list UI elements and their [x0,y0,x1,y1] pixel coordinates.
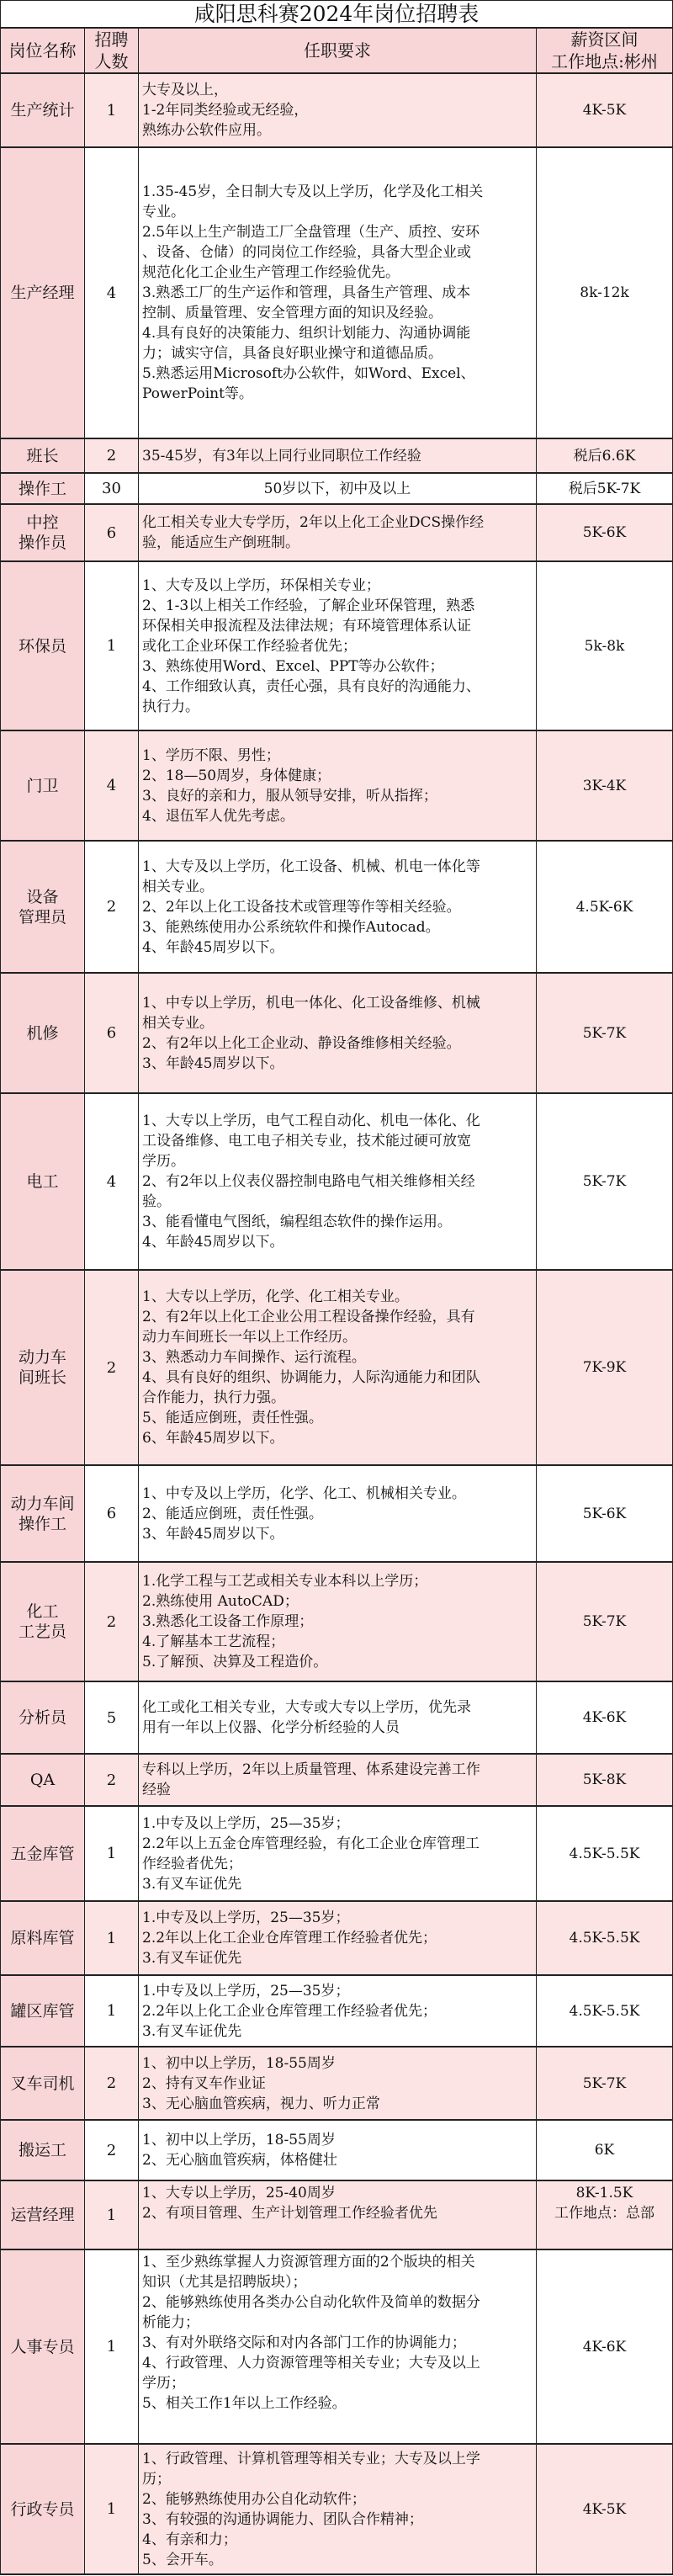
table-row [1,842,672,974]
salary-line: 5K-8K [582,1771,627,1788]
salary-line: 5K-7K [582,1173,627,1190]
requirement-line: 2、18—50周岁，身体健康； [142,767,331,784]
header-position [1,29,85,72]
requirement-line: 3、能看懂电气图纸，编程组态软件的操作运用。 [142,1214,452,1230]
requirement-line: 1、大专以上学历，25-40周岁 [142,2185,336,2202]
headcount: 6 [85,1466,139,1561]
position-name [1,562,85,730]
position-name [1,505,85,560]
requirement-line: 1、至少熟练掌握人力资源管理方面的2个版块的相关 [142,2254,475,2271]
requirement-line: 2、持有叉车作业证 [142,2074,266,2092]
headcount: 2 [85,439,139,472]
requirement-line: 控制、质量管理、安全管理方面的知识及经验。 [142,305,442,321]
requirement-line: 3、良好的亲和力，服从领导安排，听从指挥； [142,787,437,805]
position-name [1,842,85,972]
requirement-line: 历； [142,2470,171,2488]
salary [537,842,672,972]
requirement-line: 1、大专以上学历，电气工程自动化、机电一体化、化 [142,1113,480,1129]
salary [537,505,672,560]
salary [537,1271,672,1464]
headcount: 1 [85,1902,139,1974]
requirements [139,2181,537,2249]
requirement-line: 3.有叉车证优先 [142,1950,242,1967]
requirement-line: 2、能够熟练使用办公自化动软件； [142,2490,366,2508]
headcount: 1 [85,1807,139,1900]
table-row [1,1466,672,1563]
salary [537,2121,672,2180]
salary-line: 4K-5K [582,102,627,119]
salary [537,1902,672,1974]
headcount: 4 [85,731,139,840]
requirements [139,1563,537,1681]
salary-line: 8K-1.5K [575,2185,633,2202]
requirement-line: 1-2年同类经验或无经验， [142,102,309,119]
requirement-line: 4.具有良好的决策能力、组织计划能力、沟通协调能 [142,325,471,342]
requirement-line: 相关专业。 [142,878,214,895]
requirements [139,1271,537,1464]
salary [537,1755,672,1805]
salary [537,974,672,1092]
header-count [85,29,139,72]
salary-line: 5K-7K [582,1613,627,1630]
position-name [1,1563,85,1681]
position-name [1,2048,85,2119]
requirements [139,474,537,503]
requirement-line: 化工或化工相关专业，大专或大专以上学历，优先录 [142,1699,471,1716]
table-row [1,1902,672,1976]
requirements [139,1682,537,1753]
requirement-line: 析能力； [142,2314,199,2331]
header-label: 岗位名称 [8,40,77,61]
header-label: 工作地点:彬州 [551,51,658,72]
table-body [1,74,672,2575]
position-name-line: 环保员 [18,636,66,656]
headcount: 2 [85,2048,139,2119]
position-name [1,439,85,472]
requirements [139,1466,537,1561]
requirement-line: 专业。 [142,204,185,220]
table-row [1,1682,672,1755]
headcount: 2 [85,1563,139,1681]
position-name [1,1466,85,1561]
requirement-line: 动力车间班长一年以上工作经历。 [142,1329,357,1346]
requirement-line: 1.中专及以上学历，25—35岁； [142,1814,350,1832]
requirement-line: 3.有叉车证优先 [142,1875,242,1893]
requirement-line: 2.5年以上生产制造工厂全盘管理（生产、质控、安环 [142,224,480,241]
salary [537,474,672,503]
header-label: 任职要求 [304,40,371,61]
requirement-line: 4、退伍军人优先考虑。 [142,807,294,825]
salary [537,148,672,438]
position-name-line: 搬运工 [18,2141,66,2159]
requirement-line: 学历； [142,2375,185,2392]
header-label: 薪资区间 [570,29,639,50]
requirement-line: 1.化学工程与工艺或相关专业本科以上学历； [142,1573,428,1590]
requirements [139,974,537,1092]
position-name-line: 操作工 [18,479,66,498]
requirement-line: 专科以上学历，2年以上质量管理、体系建设完善工作 [142,1761,480,1778]
requirement-line: 4、工作细致认真，责任心强，具有良好的沟通能力、 [142,677,480,695]
salary-line: 4.5K-5.5K [569,1845,640,1862]
position-name [1,74,85,146]
salary-line: 4.5K-5.5K [569,2002,640,2020]
requirement-line: 3.熟悉化工设备工作原理； [142,1613,314,1630]
position-name-line: 动力车间 [10,1494,75,1513]
table-row [1,1976,672,2048]
salary [537,2445,672,2573]
requirements [139,505,537,560]
position-name-line: 原料库管 [10,1929,75,1947]
requirement-line: 2、无心脑血管疾病，体格健壮 [142,2152,337,2169]
requirement-line: 5.熟悉运用Microsoft办公软件，如Word、Excel、 [142,365,475,382]
position-name-line: 电工 [26,1172,59,1191]
salary-line: 4.5K-5.5K [569,1930,640,1947]
requirement-line: 熟练办公软件应用。 [142,122,271,139]
requirement-line: 知识（尤其是招聘版块）； [142,2274,307,2291]
requirement-line: 规范化化工企业生产管理工作经验优先。 [142,264,400,281]
position-name [1,2445,85,2573]
position-name-line: 设备 [26,887,59,906]
table-row [1,2048,672,2121]
table-row [1,74,672,148]
table-row [1,1755,672,1807]
salary-line: 3K-4K [582,777,627,794]
position-name-line: 班长 [26,446,59,465]
position-name-line: 间班长 [18,1368,66,1387]
requirement-line: 2.2年以上化工企业仓库管理工作经验者优先； [142,1930,437,1947]
requirement-line: 经验 [142,1782,171,1798]
requirement-line: 3.有叉车证优先 [142,2022,242,2040]
salary-line: 5K-6K [582,1505,627,1522]
header-label: 招聘 [94,29,129,50]
table-row [1,731,672,842]
position-name-line: 动力车 [18,1348,66,1367]
position-name-line: 五金库管 [10,1844,75,1863]
requirement-line: 大专及以上， [142,82,228,98]
requirement-line: 5.了解预、决算及工程造价。 [142,1654,328,1670]
position-name [1,1271,85,1464]
headcount: 30 [85,474,139,503]
salary-line: 5k-8k [584,637,625,655]
position-name-line: 操作工 [18,1514,66,1533]
position-name-line: 机修 [26,1023,59,1043]
salary-line: 8k-12k [580,284,629,301]
requirement-line: 3、年龄45周岁以下。 [142,1054,284,1072]
salary [537,1976,672,2046]
position-name [1,974,85,1092]
requirement-line: 5、能适应倒班，责任性强。 [142,1410,323,1426]
requirement-line: 2、有项目管理、生产计划管理工作经验者优先 [142,2205,437,2222]
requirement-line: 4、年龄45周岁以下。 [142,938,284,956]
headcount: 1 [85,74,139,146]
requirement-line: 1、大专以上学历，化学、化工相关专业。 [142,1288,409,1305]
requirements [139,1807,537,1900]
requirement-line: 2.2年以上化工企业仓库管理工作经验者优先； [142,2002,437,2020]
headcount: 6 [85,974,139,1092]
requirement-line: 1.35-45岁，全日制大专及以上学历，化学及化工相关 [142,183,484,200]
position-name-line: 操作员 [18,534,66,552]
requirement-line: 3、熟练使用Word、Excel、PPT等办公软件； [142,657,444,675]
requirement-line: 3、熟悉动力车间操作、运行流程。 [142,1349,366,1366]
requirement-line: 2.熟练使用 AutoCAD； [142,1593,299,1610]
requirements [139,562,537,730]
requirements [139,731,537,840]
table-row [1,1094,672,1271]
requirement-line: 4、具有良好的组织、协调能力，人际沟通能力和团队 [142,1369,480,1386]
requirement-line: 1、行政管理、计算机管理等相关专业；大专及以上学 [142,2450,480,2467]
headcount: 2 [85,2121,139,2180]
requirements [139,74,537,146]
table-row [1,2250,672,2445]
position-name-line: 工艺员 [18,1623,66,1641]
requirement-line: 3、有较强的沟通协调能力、团队合作精神； [142,2510,423,2528]
position-name-line: 化工 [26,1602,59,1621]
position-name-line: 生产统计 [10,101,75,120]
salary [537,74,672,146]
requirement-line: 合作能力，执行力强。 [142,1389,285,1406]
headcount: 1 [85,2445,139,2573]
requirement-line: 作经验者优先； [142,1855,242,1872]
requirement-line: 执行力。 [142,698,199,715]
requirement-line: 验，能适应生产倒班制。 [142,534,299,551]
headcount: 1 [85,2250,139,2443]
requirement-line: PowerPoint等。 [142,385,253,402]
salary [537,1682,672,1753]
requirement-line: 1.中专及以上学历，25—35岁； [142,1982,350,2000]
salary [537,2181,672,2249]
position-name-line: 门卫 [26,776,59,795]
salary [537,1466,672,1561]
position-name-line: 行政专员 [10,2499,75,2519]
requirement-line: 2、有2年以上化工企业动、静设备维修相关经验。 [142,1034,461,1052]
salary-line: 4K-5K [582,2500,627,2518]
salary-line: 5K-7K [582,1024,627,1042]
salary-line: 4K-6K [582,1709,627,1726]
salary [537,1563,672,1681]
headcount: 2 [85,842,139,972]
salary-line: 5K-7K [582,2074,627,2092]
requirement-line: 1、中专及以上学历，化学、化工、机械相关专业。 [142,1485,466,1502]
requirement-line: 4、有亲和力； [142,2531,237,2548]
requirement-line: 5、会开车。 [142,2551,223,2568]
requirements [139,439,537,472]
header-requirements [139,29,537,72]
requirements [139,842,537,972]
table-row [1,1807,672,1902]
requirement-line: 2、能够熟练使用各类办公自动化软件及简单的数据分 [142,2294,480,2311]
salary-line: 工作地点：总部 [554,2205,654,2222]
table-row [1,1271,672,1466]
position-name-line: 生产经理 [10,284,75,302]
requirement-line: 工设备维修、电工电子相关专业，技术能过硬可放宽 [142,1133,471,1150]
requirement-line: 用有一年以上仪器、化学分析经验的人员 [142,1719,400,1736]
position-name [1,474,85,503]
requirement-line: 3、年龄45周岁以下。 [142,1525,284,1543]
salary [537,1807,672,1900]
headcount: 2 [85,1271,139,1464]
requirement-line: 环保相关申报流程及法律法规；有环境管理体系认证 [142,617,471,635]
position-name [1,1976,85,2046]
requirement-line: 1、大专及以上学历，环保相关专业； [142,576,380,594]
position-name-line: 叉车司机 [10,2074,75,2093]
header-salary [537,29,672,72]
position-name-line: 人事专员 [10,2337,75,2356]
table-row [1,474,672,505]
salary [537,562,672,730]
position-name-line: 罐区库管 [10,2001,75,2021]
requirement-line: 2、有2年以上仪表仪器控制电路电气相关维修相关经 [142,1173,475,1190]
position-name [1,1902,85,1974]
header-label: 人数 [94,51,129,72]
requirement-line: 4、年龄45周岁以下。 [142,1234,284,1251]
table-header [1,29,672,74]
requirement-line: 、设备、仓储）的同岗位工作经验，具备大型企业或 [142,244,471,261]
requirement-line: 3、能熟练使用办公系统软件和操作Autocad。 [142,918,440,936]
position-name [1,2250,85,2443]
requirements [139,1902,537,1974]
requirement-line: 学历。 [142,1153,185,1170]
salary-line: 7K-9K [582,1359,627,1376]
requirement-line: 或化工企业环保工作经验者优先； [142,637,357,655]
headcount: 4 [85,1094,139,1269]
table-row [1,1563,672,1682]
requirement-line: 50岁以下，初中及以上 [263,480,411,497]
headcount: 5 [85,1682,139,1753]
salary-line: 税后5K-7K [568,480,641,497]
requirement-line: 3、有对外联络交际和对内各部门工作的协调能力； [142,2334,466,2351]
headcount: 6 [85,505,139,560]
requirements [139,2048,537,2119]
requirement-line: 2、有2年以上化工企业公用工程设备操作经验，具有 [142,1309,475,1325]
headcount: 1 [85,2181,139,2249]
headcount: 1 [85,1976,139,2046]
position-name [1,148,85,438]
table-row [1,562,672,731]
requirements [139,1094,537,1269]
requirement-line: 35-45岁，有3年以上同行业同职位工作经验 [142,447,421,465]
requirement-line: 3.熟悉工厂的生产运作和管理，具备生产管理、成本 [142,284,471,301]
requirement-line: 5、相关工作1年以上工作经验。 [142,2395,347,2412]
table-title: 咸阳思科赛2024年岗位招聘表 [1,1,672,29]
position-name-line: 中控 [26,513,59,532]
salary-line: 6K [594,2142,615,2159]
position-name [1,2181,85,2249]
position-name [1,2121,85,2180]
salary [537,731,672,840]
requirement-line: 力；诚实守信，具备良好职业操守和道德品质。 [142,345,442,362]
headcount: 2 [85,1755,139,1805]
requirement-line: 验。 [142,1193,171,1210]
requirement-line: 化工相关专业大专学历，2年以上化工企业DCS操作经 [142,514,485,531]
requirement-line: 6、年龄45周岁以下。 [142,1430,284,1447]
salary-line: 4K-6K [582,2338,627,2356]
position-name-line: 管理员 [18,907,66,927]
requirement-line: 1、中专以上学历，机电一体化、化工设备维修、机械 [142,994,480,1012]
table-row [1,974,672,1094]
table-row [1,2181,672,2250]
requirements [139,1976,537,2046]
table-row [1,439,672,474]
requirements [139,2445,537,2573]
position-name [1,731,85,840]
requirements [139,1755,537,1805]
requirement-line: 4.了解基本工艺流程； [142,1633,285,1650]
table-row [1,505,672,562]
requirement-line: 2.2年以上五金仓库管理经验，有化工企业仓库管理工 [142,1835,480,1852]
requirements [139,2121,537,2180]
salary-line: 税后6.6K [573,447,636,465]
requirement-line: 3、无心脑血管疾病，视力、听力正常 [142,2095,380,2112]
requirement-line: 2、1-3以上相关工作经验，了解企业环保管理，熟悉 [142,597,475,614]
salary [537,439,672,472]
table-row [1,2121,672,2181]
salary-line: 5K-6K [582,524,627,541]
requirements [139,148,537,438]
requirement-line: 相关专业。 [142,1014,214,1032]
position-name-line: QA [29,1771,56,1789]
requirement-line: 1、大专及以上学历，化工设备、机械、机电一体化等 [142,858,480,875]
requirements [139,2250,537,2443]
requirement-line: 1、学历不限、男性； [142,746,280,764]
salary-line: 4.5K-6K [575,898,633,916]
position-name [1,1755,85,1805]
salary [537,2250,672,2443]
requirement-line: 1.中专及以上学历，25—35岁； [142,1909,350,1926]
position-name-line: 分析员 [18,1708,66,1727]
table-row [1,2445,672,2575]
position-name [1,1094,85,1269]
requirement-line: 2、2年以上化工设备技术或管理等作等相关经验。 [142,898,461,916]
requirement-line: 4、行政管理、人力资源管理等相关专业；大专及以上 [142,2355,480,2372]
table-row [1,148,672,439]
headcount: 4 [85,148,139,438]
requirement-line: 2、能适应倒班，责任性强。 [142,1505,323,1522]
position-name-line: 运营经理 [10,2206,75,2224]
requirement-line: 1、初中以上学历，18-55周岁 [142,2132,336,2148]
position-name [1,1807,85,1900]
salary [537,1094,672,1269]
salary [537,2048,672,2119]
headcount: 1 [85,562,139,730]
position-name [1,1682,85,1753]
requirement-line: 1、初中以上学历，18-55周岁 [142,2054,336,2072]
